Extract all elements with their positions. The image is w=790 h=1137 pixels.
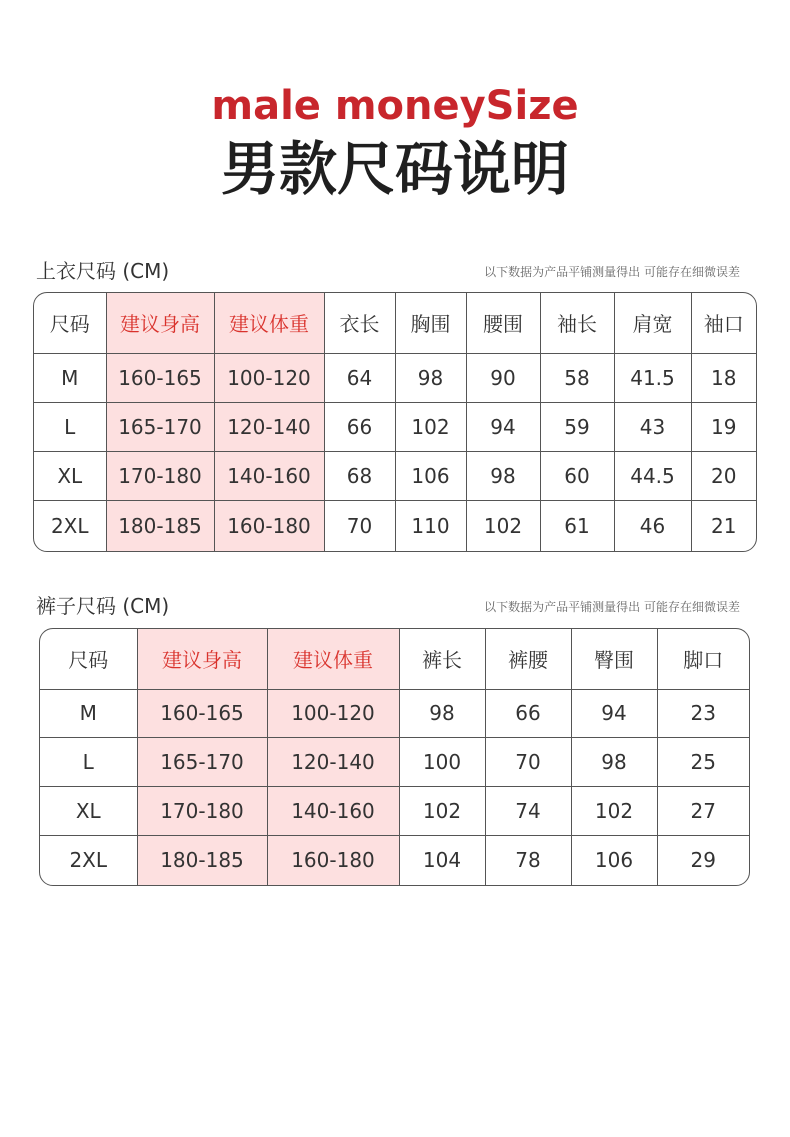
cell-size: 2XL: [40, 835, 137, 885]
cell-weight: 140-160: [267, 786, 399, 835]
cell-size: 2XL: [34, 500, 106, 551]
header-size: 尺码: [40, 629, 137, 689]
cell-pants-length: 98: [399, 689, 485, 737]
cell-weight: 120-140: [214, 402, 324, 451]
cell-shoulder: 41.5: [614, 353, 691, 402]
header-leg-opening: 脚口: [657, 629, 749, 689]
header-length: 衣长: [324, 293, 395, 353]
cell-sleeve: 59: [540, 402, 614, 451]
top-size-note: 以下数据为产品平铺测量得出 可能存在细微误差: [484, 265, 740, 279]
cell-waist: 90: [466, 353, 540, 402]
header-waist: 腰围: [466, 293, 540, 353]
cell-waist: 102: [466, 500, 540, 551]
cell-hip: 98: [571, 737, 657, 786]
cell-chest: 110: [395, 500, 466, 551]
cell-leg-opening: 23: [657, 689, 749, 737]
top-header-row: [34, 293, 756, 353]
cell-waist: 98: [466, 451, 540, 500]
cell-shoulder: 43: [614, 402, 691, 451]
header-chest: 胸围: [395, 293, 466, 353]
cell-weight: 140-160: [214, 451, 324, 500]
pants-size-table: [39, 628, 750, 886]
table-row: [34, 402, 756, 451]
cell-height: 165-170: [137, 737, 267, 786]
cell-pants-waist: 70: [485, 737, 571, 786]
cell-length: 68: [324, 451, 395, 500]
cell-weight: 100-120: [267, 689, 399, 737]
cell-length: 70: [324, 500, 395, 551]
table-row: [40, 689, 749, 737]
cell-pants-waist: 66: [485, 689, 571, 737]
title-english: male moneySize: [211, 83, 579, 129]
cell-length: 64: [324, 353, 395, 402]
cell-size: M: [40, 689, 137, 737]
cell-leg-opening: 29: [690, 848, 716, 873]
cell-leg-opening: 25: [657, 737, 749, 786]
cell-leg-opening: 27: [657, 786, 749, 835]
header-suggested-height: 建议身高: [137, 629, 267, 689]
cell-hip: 94: [571, 689, 657, 737]
cell-height: 160-165: [137, 689, 267, 737]
cell-cuff: 18: [691, 353, 756, 402]
cell-sleeve: 60: [540, 451, 614, 500]
table-row: [34, 500, 756, 551]
cell-waist: 94: [466, 402, 540, 451]
cell-length: 66: [324, 402, 395, 451]
table-row: [40, 835, 749, 885]
cell-pants-waist: 74: [485, 786, 571, 835]
cell-sleeve: 61: [540, 500, 614, 551]
cell-weight: 160-180: [214, 500, 324, 551]
header-pants-waist: 裤腰: [485, 629, 571, 689]
cell-hip: 102: [571, 786, 657, 835]
cell-chest: 102: [395, 402, 466, 451]
cell-shoulder: 44.5: [614, 451, 691, 500]
header-suggested-height: 建议身高: [106, 293, 214, 353]
pants-size-note: 以下数据为产品平铺测量得出 可能存在细微误差: [484, 600, 740, 614]
pants-header-row: [40, 629, 749, 689]
cell-size: L: [34, 402, 106, 451]
cell-cuff: 19: [691, 402, 756, 451]
table-row: [40, 737, 749, 786]
header-shoulder: 肩宽: [614, 293, 691, 353]
cell-cuff: 21: [711, 513, 737, 538]
cell-sleeve: 58: [540, 353, 614, 402]
table-row: [40, 786, 749, 835]
cell-shoulder: 46: [614, 500, 691, 551]
header-pants-length: 裤长: [399, 629, 485, 689]
cell-pants-waist: 78: [485, 835, 571, 885]
cell-size: XL: [34, 451, 106, 500]
table-row: [34, 451, 756, 500]
cell-height: 180-185: [137, 835, 267, 885]
cell-weight: 100-120: [214, 353, 324, 402]
header-suggested-weight: 建议体重: [267, 629, 399, 689]
cell-hip: 106: [571, 835, 657, 885]
cell-size: M: [34, 353, 106, 402]
header-sleeve-length: 袖长: [540, 293, 614, 353]
cell-size: L: [40, 737, 137, 786]
pants-size-title: 裤子尺码 (CM): [36, 594, 170, 618]
cell-chest: 106: [395, 451, 466, 500]
title-chinese: 男款尺码说明: [220, 135, 569, 203]
cell-cuff: 20: [691, 451, 756, 500]
cell-height: 170-180: [106, 451, 214, 500]
top-size-title: 上衣尺码 (CM): [36, 259, 170, 283]
cell-pants-length: 100: [399, 737, 485, 786]
table-row: [34, 353, 756, 402]
cell-height: 180-185: [106, 500, 214, 551]
cell-weight: 120-140: [267, 737, 399, 786]
cell-pants-length: 102: [399, 786, 485, 835]
cell-size: XL: [40, 786, 137, 835]
cell-pants-length: 104: [399, 835, 485, 885]
cell-chest: 98: [395, 353, 466, 402]
header-suggested-weight: 建议体重: [214, 293, 324, 353]
header-cuff: 袖口: [691, 293, 756, 353]
top-size-table: [33, 292, 757, 552]
header-size: 尺码: [34, 293, 106, 353]
cell-height: 165-170: [106, 402, 214, 451]
header-hip: 臀围: [571, 629, 657, 689]
cell-weight: 160-180: [267, 835, 399, 885]
cell-height: 170-180: [137, 786, 267, 835]
cell-height: 160-165: [106, 353, 214, 402]
